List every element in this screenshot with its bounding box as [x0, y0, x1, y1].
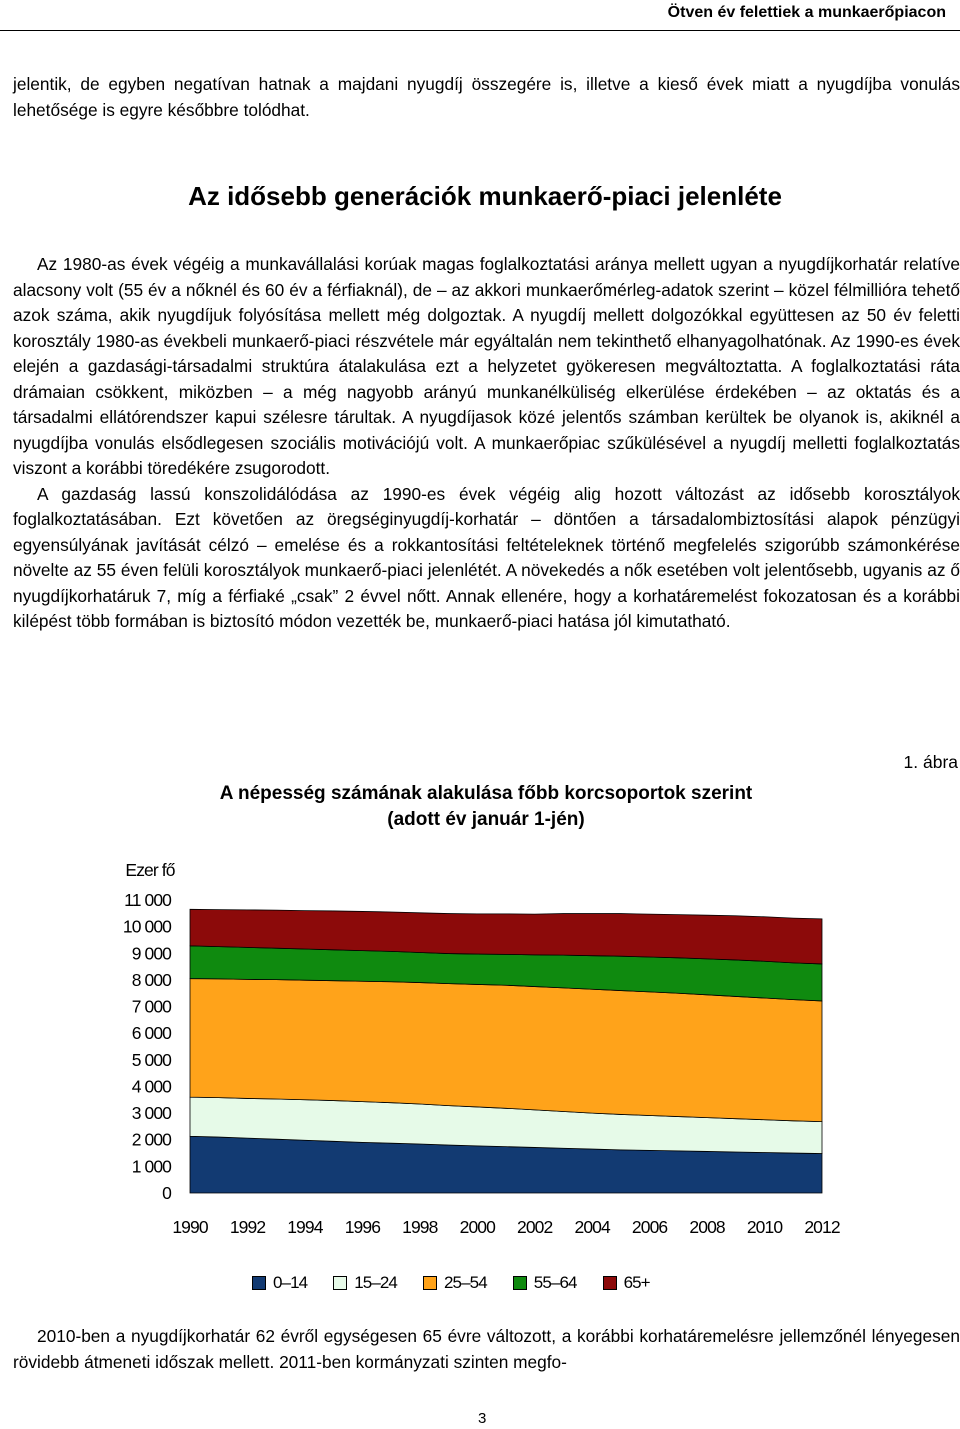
chart-legend: [252, 1271, 676, 1295]
x-tick-label: 1996: [344, 1217, 381, 1237]
x-tick-label: 1992: [229, 1217, 266, 1237]
legend-item: [603, 1272, 650, 1294]
legend-item: [252, 1272, 307, 1294]
x-tick-label: 1994: [287, 1217, 323, 1237]
legend-swatch: [423, 1276, 437, 1290]
intro-text-block: [13, 72, 960, 123]
x-tick-label: 1990: [172, 1217, 208, 1237]
x-tick-label: 2004: [574, 1217, 610, 1237]
x-tick-label: 2006: [631, 1217, 668, 1237]
y-tick-label: 6 000: [131, 1023, 171, 1044]
y-tick-label: 10 000: [122, 916, 171, 937]
y-axis-unit-label: Ezer fő: [125, 860, 175, 880]
x-axis: [172, 1217, 839, 1237]
legend-swatch: [513, 1276, 527, 1290]
y-tick-label: 4 000: [131, 1076, 171, 1097]
x-tick-label: 2012: [804, 1217, 840, 1237]
section-title: Az idősebb generációk munkaerő-piaci jelenléte: [188, 181, 782, 211]
population-chart: [0, 840, 960, 1270]
bottom-text-block: [13, 1324, 960, 1375]
bottom-paragraph: 2010-ben a nyugdíjkorhatár 62 évről egységesen 65 évre változott, a korábbi korhatáremelésre jellemzőnél lényegesen rövidebb átmeneti időszak mellett. 2011-ben kormányzati szinten megfo-: [13, 1326, 960, 1372]
y-tick-label: 8 000: [131, 969, 171, 990]
chart-title: [156, 781, 816, 833]
legend-item: [513, 1272, 577, 1294]
body-text-block: [13, 252, 960, 635]
y-tick-label: 3 000: [131, 1103, 171, 1124]
legend-item: [333, 1272, 397, 1294]
y-tick-label: 11 000: [124, 890, 171, 910]
y-axis: [123, 890, 172, 1203]
y-tick-label: 0: [162, 1183, 171, 1203]
x-tick-label: 2002: [517, 1217, 553, 1237]
running-header: Ötven év felettiek a munkaerőpiacon: [667, 4, 946, 21]
figure-label: 1. ábra: [903, 752, 958, 772]
x-tick-label: 2008: [689, 1217, 725, 1237]
y-tick-label: 1 000: [131, 1156, 171, 1177]
legend-label: 55–64: [533, 1273, 577, 1292]
legend-label: 65+: [623, 1273, 650, 1292]
chart-title-line-2: (adott év január 1-jén): [387, 809, 585, 830]
y-tick-label: 7 000: [131, 996, 171, 1017]
legend-label: 25–54: [444, 1273, 487, 1292]
y-tick-label: 2 000: [131, 1129, 171, 1150]
page-number: 3: [478, 1410, 487, 1427]
x-tick-label: 1998: [402, 1217, 438, 1237]
x-tick-label: 2000: [459, 1217, 495, 1237]
legend-item: [423, 1272, 487, 1294]
plot-area: [190, 909, 822, 1193]
legend-swatch: [333, 1276, 347, 1290]
chart-title-line-1: A népesség számának alakulása főbb korcsoportok szerint: [219, 783, 753, 804]
legend-label: 15–24: [354, 1273, 397, 1292]
body-paragraph-1: Az 1980-as évek végéig a munkavállalási korúak magas foglalkoztatási aránya mellett ugyan a nyugdíjkorhatár relatíve alacsony volt (55 év a nőknél és 60 év a férfiaknál), de – az akkori munkaerőmérleg-adatok szerint – közel félmillióra tehető azok száma, akik nyugdíjuk folyósítása mellett még dolgoztak. A nyugdíj mellett dolgozókkal együttesen az 50 év feletti korosztály 1980-as évekbeli munkaerő-piaci részvétele már egyáltalán nem tekinthető elhanyagolhatónak. Az 1990-es évek elején a gazdasági-társadalmi struktúra átalakulása ezt a helyzetet gyökeresen megváltoztatta. A foglalkoztatási ráta drámaian csökkent, miközben – a még nagyobb arányú munkanélküliség elkerülése érdekében – az oktatás és a társadalmi ellátórendszer kapui szélesre tárultak. A nyugdíjasok közé jelentős számban kerültek be olyanok is, akiknél a nyugdíjba vonulás elsődlegesen szociális motivációjú volt. A munkaerőpiac szűkülésével a nyugdíj melletti foglalkoztatás viszont a korábbi töredékére zsugorodott.: [13, 254, 960, 478]
legend-swatch: [252, 1276, 266, 1290]
legend-label: 0–14: [273, 1273, 308, 1292]
y-tick-label: 5 000: [131, 1049, 171, 1070]
body-paragraph-2: A gazdaság lassú konszolidálódása az 1990-es évek végéig alig hozott változást az idősebb korosztályok foglalkoztatásában. Ezt követően az öregséginyugdíj-korhatár – döntően a társadalombiztosítási alapok pénzügyi egyensúlyának javítását célzó – emelése és a rokkantosítási feltételeknek történő megfelelés szigorúbb számonkérése növelte az 55 éven felüli korosztályok munkaerő-piaci jelenlétét. A növekedés a nők esetében volt jelentősebb, ugyanis az ő nyugdíjkorhatáruk 7, míg a férfiaké „csak” 2 évvel nőtt. Annak ellenére, hogy a korhatáremelést fokozatosan és a korábbi kilépést több formában is biztosító módon vezették be, munkaerő-piaci hatása jól kimutatható.: [13, 483, 960, 631]
legend-swatch: [603, 1276, 617, 1290]
intro-paragraph: jelentik, de egyben negatívan hatnak a majdani nyugdíj összegére is, illetve a kieső évek miatt a nyugdíjba vonulás lehetősége is egyre későbbre tolódhat.: [13, 74, 960, 120]
y-tick-label: 9 000: [131, 943, 171, 964]
header-rule: [0, 30, 960, 31]
x-tick-label: 2010: [746, 1217, 783, 1237]
